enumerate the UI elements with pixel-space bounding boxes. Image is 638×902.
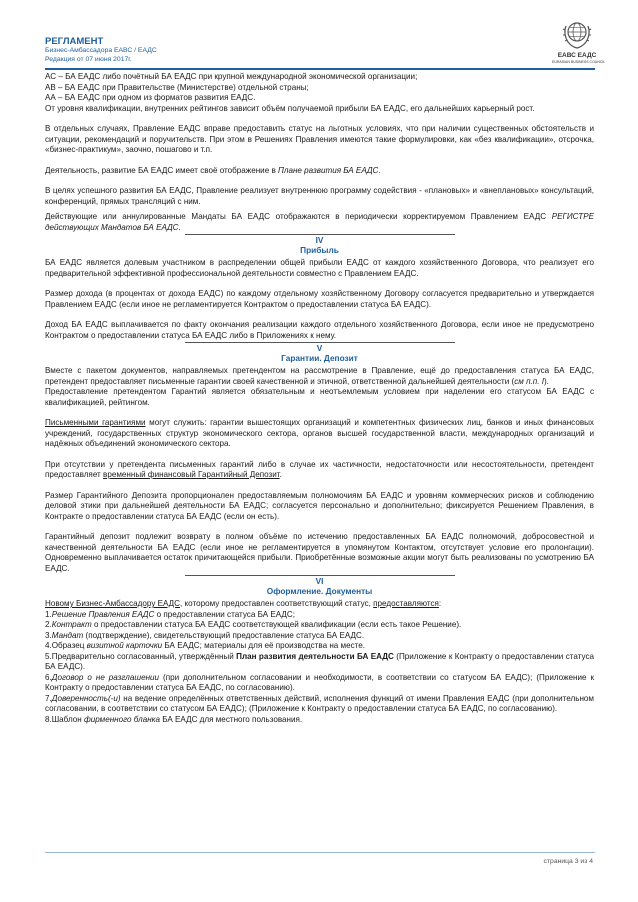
list-item: 3.Мандат (подтверждение), свидетельствующий предоставление статуса БА ЕАДС.: [45, 630, 365, 640]
document-body: [45, 72, 594, 725]
list-item: 1.Решение Правления ЕАДС о предоставлении статуса БА ЕАДС;: [45, 609, 296, 619]
organization-logo: [552, 18, 606, 68]
list-item: 4.Образец визитной карточки БА ЕАДС; материалы для её производства на месте.: [45, 641, 366, 650]
document-header: [45, 36, 605, 68]
status-ac: АС – БА ЕАДС либо почётный БА ЕАДС при крупной международной экономической организации;: [45, 72, 418, 81]
section-number: IV: [315, 235, 324, 245]
list-item: 7.Доверенность(-и) на ведение определённых ответственных действий, исполнения функций от имени Правления ЕАДС (при дополнительном согласовании, в соответствии со статусом БА ЕАДС); (Приложение к Контракту о предоставлении статуса БА ЕАДС, по согласованию).: [45, 693, 594, 713]
list-item: 8.Шаблон фирменного бланка БА ЕАДС для местного пользования.: [45, 714, 303, 724]
documents-lead: Новому Бизнес-Амбассадору ЕАДС, которому предоставлен соответствующий статус, предоставляются:: [45, 599, 442, 608]
paragraph: БА ЕАДС является долевым участником в распределении общей прибыли ЕАДС от каждого хозяйственного Договора, что реализует его предварительной эффективной профессиональной деятельности совместно с Правлением ЕАДС.: [45, 258, 594, 278]
footer-divider: [45, 852, 595, 853]
globe-laurel-icon: [562, 18, 592, 50]
page-number: 3: [574, 858, 579, 865]
page-footer: [544, 858, 593, 865]
list-item: 6.Договор о не разглашении (при дополнительном согласовании и необходимости, в соответствии со статусом БА ЕАДС); (Приложение к Контракту о предоставлении статуса БА ЕАДС, по согласованию).: [45, 672, 594, 692]
paragraph: Действующие или аннулированные Мандаты БА ЕАДС отображаются в периодически корректируемом Правлением ЕАДС РЕГИСТРЕ действующих Мандатов БА ЕАДС.: [45, 212, 594, 232]
page-label: страница: [543, 858, 573, 865]
paragraph: При отсутствии у претендента письменных гарантий либо в случае их частичности, недостаточности или несостоятельности, претендент предоставляет временный финансовый Гарантийный Депозит.: [45, 459, 594, 479]
page-total: 4: [589, 858, 593, 865]
paragraph: Деятельность, развитие БА ЕАДС имеет своё отображение в Плане развития БА ЕАДС.: [45, 165, 381, 175]
list-item: 2.Контракт о предоставлении статуса БА ЕАДС соответствующей квалификации (если есть такое Решение).: [45, 620, 462, 629]
header-divider: [45, 68, 595, 70]
paragraph: В отдельных случаях, Правление ЕАДС вправе предоставить статус на льготных условиях, что при наличии существенных обстоятельств и ситуации, рекомендаций и поручительств. При этом в Решениях Правления имеются такие формулировки, как «без квалификации», отсрочка, «бизнес-практикум», заочно, пошагово и т.п.: [45, 124, 594, 154]
logo-text: ЕАВС ЕАДС: [557, 52, 597, 59]
paragraph: Вместе с пакетом документов, направляемых претендентом на рассмотрение в Правление, ещё до предоставления статуса БА ЕАДС, претендент предоставляет письменные гарантии своей качественной и этичной, ответственной дальнейшей деятельности (см п.п. I).: [45, 366, 594, 386]
list-item: 5.Предварительно согласованный, утверждённый План развития деятельности БА ЕАДС (Приложение к Контракту о предоставлении статуса БА ЕАДС).: [45, 651, 595, 671]
section-number: V: [316, 343, 323, 353]
header-subtitle: Бизнес-Амбассадора ЕАВС / ЕАДС: [45, 47, 157, 54]
section-title: Гарантии. Депозит: [281, 353, 358, 363]
section-number: VI: [315, 576, 324, 586]
status-aa: АА – БА ЕАДС при одном из форматов развития ЕАДС.: [45, 93, 256, 102]
paragraph: Доход БА ЕАДС выплачивается по факту окончания реализации каждого отдельного хозяйственного Договора, если иное не предусмотрено Контрактом о предоставлении статуса БА ЕАДС либо в Приложениях к нему.: [45, 320, 594, 340]
paragraph: Размер дохода (в процентах от дохода ЕАДС) по каждому отдельному хозяйственному Договору согласуется предварительно и утверждается Правлением ЕАДС (если иное не регламентируется Контрактом о предоставлении статуса БА ЕАДС).: [45, 289, 594, 309]
logo-caption: EURASIAN BUSINESS COUNCIL: [552, 60, 606, 64]
header-title: РЕГЛАМЕНТ: [45, 36, 104, 47]
paragraph: Письменными гарантиями могут служить: гарантии вышестоящих организаций и компетентных физических лиц, банков и иных финансовых учреждений, государственных структур экономического сектора, органов высшей государственной власти, международных организаций и надёжных объединений экономического сектора.: [45, 418, 594, 448]
paragraph: В целях успешного развития БА ЕАДС, Правление реализует внутреннюю программу содействия - «плановых» и «внеплановых» консультаций, конференций, прямых трансляций с ним.: [45, 186, 594, 206]
paragraph: Гарантийный депозит подлежит возврату в полном объёме по истечению предоставленных БА ЕАДС полномочий, добросовестной и качественной деятельности БА ЕАДС (если иное не регламентируется в упомянутом Контактом, отсутствует условие его пролонгации). Одновременно выплачивается остаток причитающейся прибыли. Приобретённые возможные акции могут быть реализованы по усмотрению БА ЕАДС.: [45, 532, 594, 573]
status-ab: АВ – БА ЕАДС при Правительстве (Министерстве) отдельной страны;: [45, 82, 309, 92]
page-of: из: [580, 858, 588, 865]
paragraph: От уровня квалификации, внутренних рейтингов зависит объём получаемой прибыли БА ЕАДС, его дальнейших карьерный рост.: [45, 103, 535, 113]
paragraph: Размер Гарантийного Депозита пропорционален предоставляемым полномочиям БА ЕАДС и уровням коммерческих рисков и соблюдению деловой этики при дальнейшей деятельности БА ЕАДС; согласуется персонально и дополнительно; фиксируется Решением Правления, в Контракте о предоставлении статуса БА ЕАДС (если он есть).: [45, 490, 594, 521]
paragraph: Предоставление претендентом Гарантий является обязательным и неотъемлемым условием при наделении его статусом БА ЕАДС с квалификацией, рейтингом.: [45, 387, 594, 407]
header-date: Редакция от 07 июня 2017г.: [45, 56, 132, 63]
section-title: Прибыль: [300, 245, 339, 255]
section-title: Оформление. Документы: [266, 586, 373, 596]
